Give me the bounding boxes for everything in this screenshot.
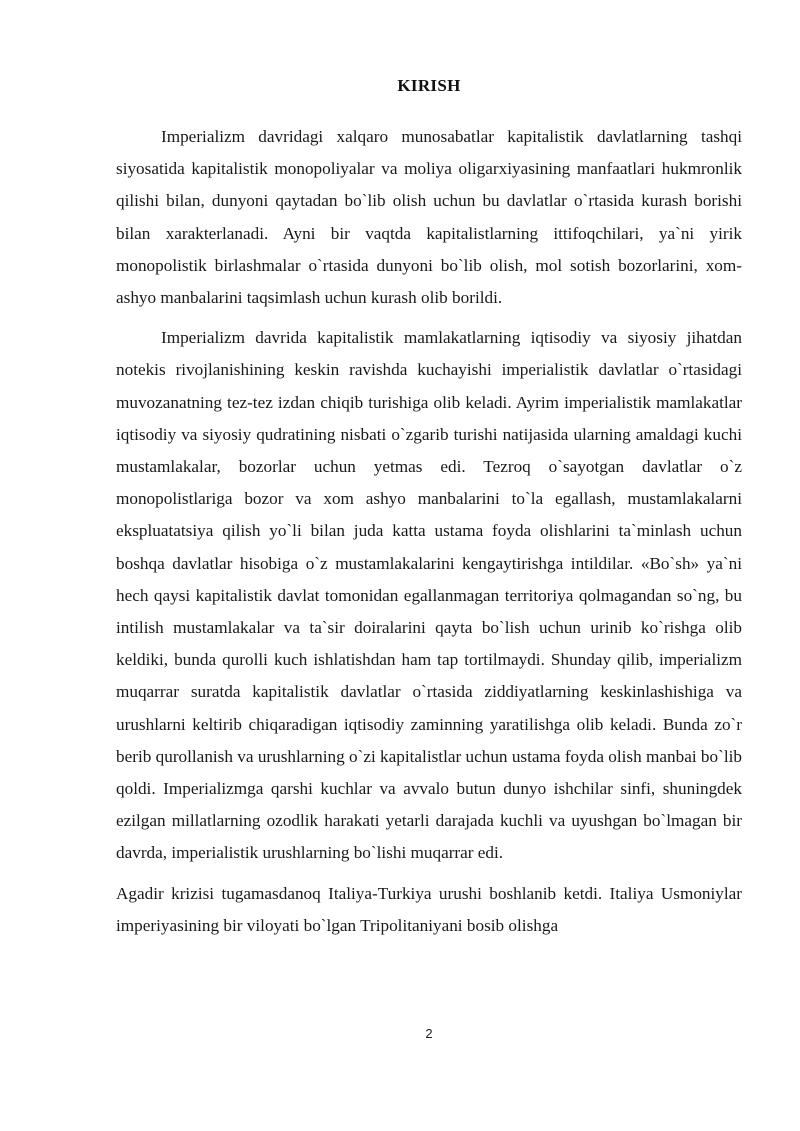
paragraph-3: Agadir krizisi tugamasdanoq Italiya-Turkiya urushi boshlanib ketdi. Italiya Usmoniylar imperiyasining bir viloyati bo`lgan Tripolitaniyani bosib olishga (116, 883, 742, 935)
page-number: 2 (425, 1026, 433, 1041)
section-heading: KIRISH (397, 76, 461, 95)
paragraph-2: Imperializm davrida kapitalistik mamlakatlarning iqtisodiy va siyosiy jihatdan notekis rivojlanishining keskin ravishda kuchayishi imperialistik davlatlar o`rtasidagi muvozanatning tez-tez izdan chiqib turishiga olib keladi. Ayrim imperialistik mamlakatlar iqtisodiy va siyosiy qudratining nisbati o`zgarib turishi natijasida ularning amaldagi kuchi mustamlakalar, bozorlar uchun yetmas edi. Tezroq o`sayotgan davlatlar o`z monopolistlariga bozor va xom ashyo manbalarini to`la egallash, mustamlakalarni ekspluatatsiya qilish yo`li bilan juda katta ustama foyda olishlarini ta`minlash uchun boshqa davlatlar hisobiga o`z mustamlakalarini kengaytirishga intildilar. «Bo`sh» ya`ni hech qaysi kapitalistik davlat tomonidan egallanmagan territoriya qolmagandan so`ng, bu intilish mustamlakalar va ta`sir doiralarini qayta bo`lish uchun urinib ko`rishga olib keldiki, bunda qurolli kuch ishlatishdan ham tap tortilmaydi. Shunday qilib, imperializm muqarrar suratda kapitalistik davlatlar o`rtasida ziddiyatlarning keskinlashishiga va urushlarni keltirib chiqaradigan iqtisodiy zaminning yaratilishga olib keladi. Bunda zo`r berib qurollanish va urushlarning o`zi kapitalistlar uchun ustama foyda olish manbai bo`lib qoldi. Imperializmga qarshi kuchlar va avvalo butun dunyo ishchilar sinfi, shuningdek ezilgan millatlarning ozodlik harakati yetarli darajada kuchli va uyushgan bo`lmagan bir davrda, imperialistik urushlarning bo`lishi muqarrar edi. (116, 328, 742, 863)
paragraph-1: Imperializm davridagi xalqaro munosabatlar kapitalistik davlatlarning tashqi siyosatida kapitalistik monopoliyalar va moliya oligarxiyasining manfaatlari hukmronlik qilishi bilan, dunyoni qaytadan bo`lib olish uchun bu davlatlar o`rtasida kurash borishi bilan xarakterlanadi. Ayni bir vaqtda kapitalistlarning ittifoqchilari, ya`ni yirik monopolistik birlashmalar o`rtasida dunyoni bo`lib olish, mol sotish bozorlarini, xom-ashyo manbalarini taqsimlash uchun kurash olib borildi. (116, 127, 742, 308)
body-text (116, 121, 742, 942)
